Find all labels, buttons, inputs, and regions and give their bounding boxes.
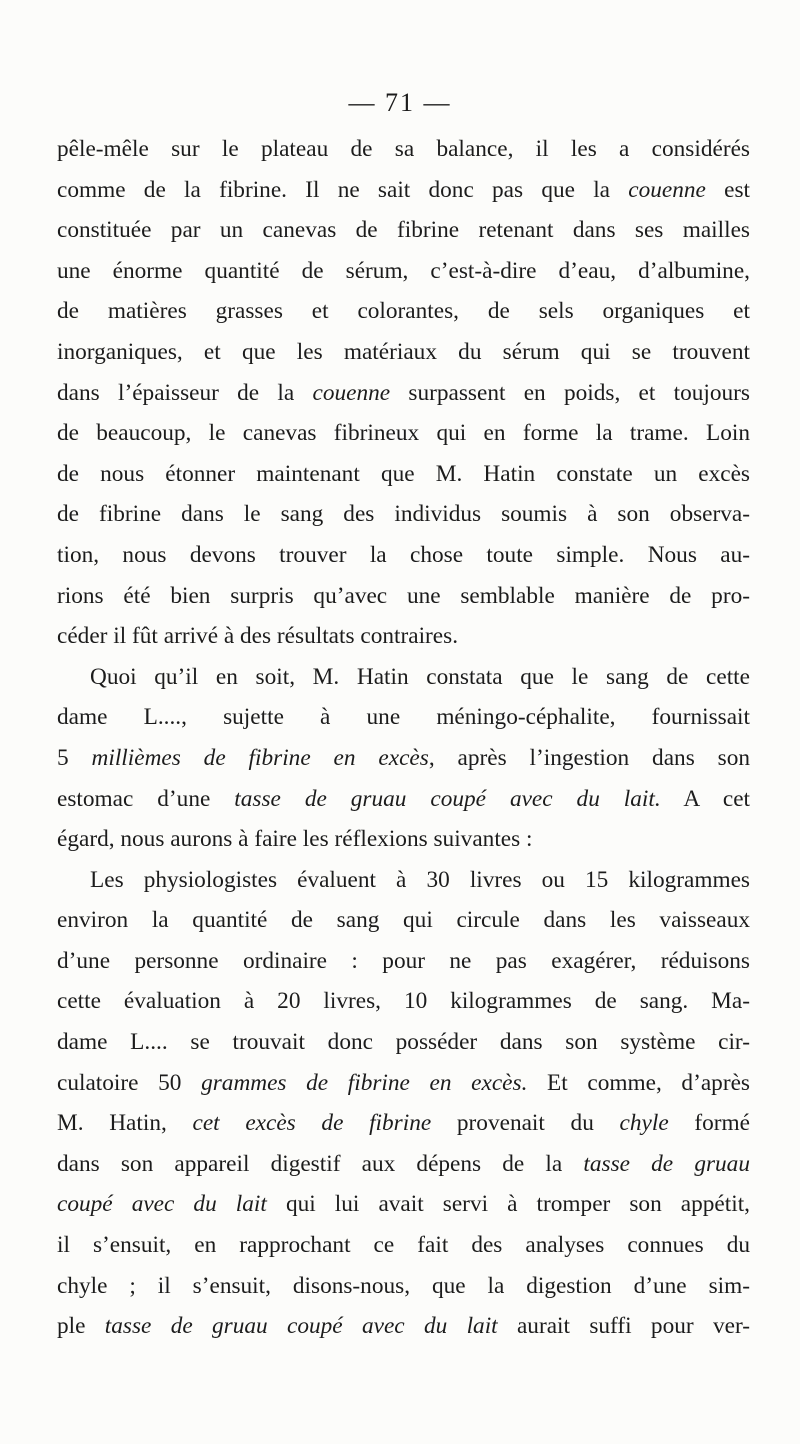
text-line: culatoire 50 grammes de fibrine en excès. Et comme, d’après: [57, 1069, 750, 1096]
text-line: ple tasse de gruau coupé avec du lait aurait suffi pour ver-: [57, 1313, 750, 1340]
text-line: inorganiques, et que les matériaux du sérum qui se trouvent: [57, 338, 750, 365]
text-line: 5 millièmes de fibrine en excès, après l’ingestion dans son: [57, 744, 750, 771]
text-line: Les physiologistes évaluent à 30 livres ou 15 kilogrammes: [90, 866, 750, 893]
text-line: Quoi qu’il en soit, M. Hatin constata que le sang de cette: [90, 663, 750, 690]
text-line: environ la quantité de sang qui circule dans les vaisseaux: [57, 907, 750, 934]
text-line: comme de la fibrine. Il ne sait donc pas que la couenne est: [57, 176, 750, 203]
text-line: il s’ensuit, en rapprochant ce fait des analyses connues du: [57, 1232, 750, 1259]
text-line: dans l’épaisseur de la couenne surpassent en poids, et toujours: [57, 379, 750, 406]
text-line: céder il fût arrivé à des résultats contraires.: [57, 623, 459, 650]
page-number: — 71 —: [348, 88, 452, 117]
text-line: égard, nous aurons à faire les réflexions suivantes :: [57, 826, 533, 853]
text-line: M. Hatin, cet excès de fibrine provenait du chyle formé: [57, 1110, 750, 1137]
text-line: pêle-mêle sur le plateau de sa balance, il les a considérés: [57, 136, 750, 162]
text-line: dame L.... se trouvait donc posséder dans son système cir-: [57, 1029, 750, 1056]
text-line: de nous étonner maintenant que M. Hatin constate un excès: [57, 460, 750, 487]
text-line: une énorme quantité de sérum, c’est-à-dire d’eau, d’albumine,: [57, 257, 750, 284]
text-line: chyle ; il s’ensuit, disons-nous, que la digestion d’une sim-: [57, 1272, 750, 1299]
text-line: de fibrine dans le sang des individus soumis à son observa-: [57, 501, 750, 528]
text-line: rions été bien surpris qu’avec une semblable manière de pro-: [57, 582, 750, 609]
text-line: tion, nous devons trouver la chose toute simple. Nous au-: [57, 541, 750, 568]
text-line: estomac d’une tasse de gruau coupé avec du lait. A cet: [57, 785, 750, 812]
text-line: d’une personne ordinaire : pour ne pas exagérer, réduisons: [57, 947, 750, 974]
text-line: coupé avec du lait qui lui avait servi à tromper son appétit,: [57, 1191, 750, 1218]
text-line: dans son appareil digestif aux dépens de la tasse de gruau: [57, 1150, 750, 1177]
body-text: [57, 129, 750, 1347]
text-line: de matières grasses et colorantes, de sels organiques et: [57, 298, 750, 325]
text-line: cette évaluation à 20 livres, 10 kilogrammes de sang. Ma-: [57, 988, 750, 1015]
text-line: de beaucoup, le canevas fibrineux qui en forme la trame. Loin: [57, 420, 750, 447]
text-line: constituée par un canevas de fibrine retenant dans ses mailles: [57, 217, 750, 244]
text-line: dame L...., sujette à une méningo-céphalite, fournissait: [57, 704, 750, 731]
